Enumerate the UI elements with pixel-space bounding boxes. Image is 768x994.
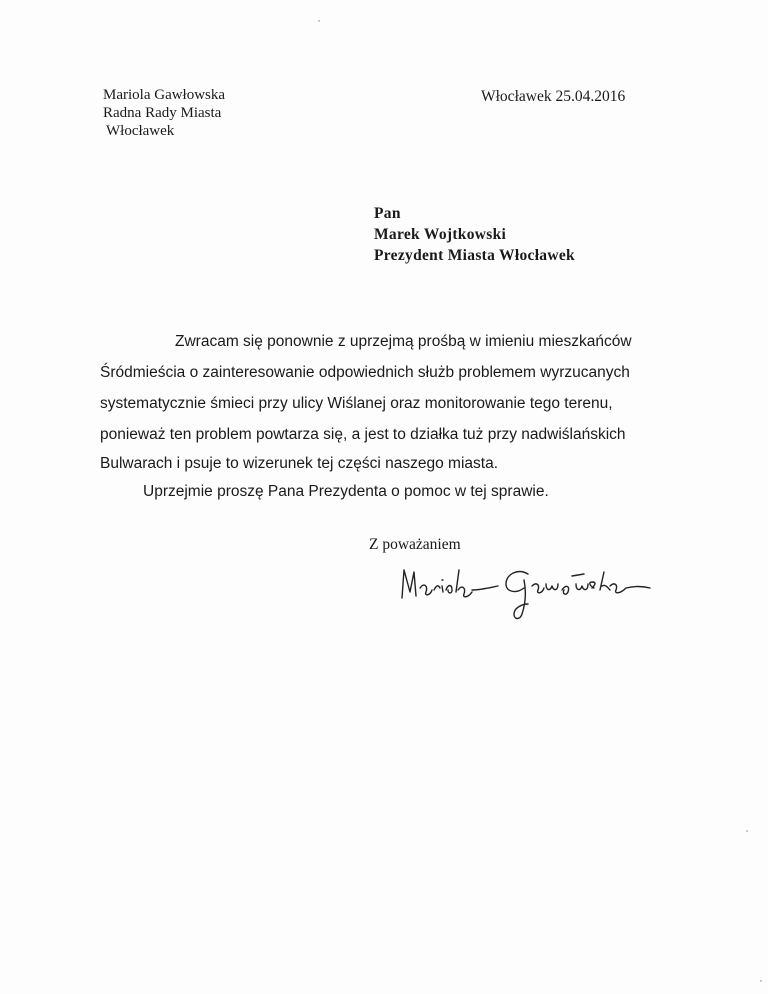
addressee-salutation: Pan bbox=[374, 205, 401, 222]
scan-speck bbox=[760, 980, 762, 982]
body-line-3: systematycznie śmieci przy ulicy Wiślanej oraz monitorowanie tego terenu, bbox=[100, 395, 613, 412]
body-line-2: Śródmieścia o zainteresowanie odpowiednich służb problemem wyrzucanych bbox=[100, 364, 630, 381]
sender-title: Radna Rady Miasta bbox=[103, 105, 222, 121]
sender-name: Mariola Gawłowska bbox=[103, 87, 226, 103]
date-line: Włocławek 25.04.2016 bbox=[481, 88, 626, 105]
sender-city: Włocławek bbox=[106, 123, 175, 139]
handwritten-signature bbox=[396, 560, 666, 632]
body-line-6: Uprzejmie proszę Pana Prezydenta o pomoc w tej sprawie. bbox=[143, 483, 549, 500]
body-line-1: Zwracam się ponownie z uprzejmą prośbą w imieniu mieszkańców bbox=[175, 333, 632, 350]
body-line-5: Bulwarach i psuje to wizerunek tej części naszego miasta. bbox=[100, 455, 499, 472]
sender-block bbox=[103, 86, 225, 140]
addressee-name: Marek Wojtkowski bbox=[374, 226, 507, 243]
scan-speck bbox=[318, 20, 320, 22]
body-line-4: ponieważ ten problem powtarza się, a jest to działka tuż przy nadwiślańskich bbox=[100, 426, 626, 443]
addressee-title: Prezydent Miasta Włocławek bbox=[374, 247, 575, 264]
scan-speck bbox=[746, 830, 748, 832]
addressee-block bbox=[374, 203, 575, 266]
closing-phrase: Z poważaniem bbox=[369, 536, 461, 553]
